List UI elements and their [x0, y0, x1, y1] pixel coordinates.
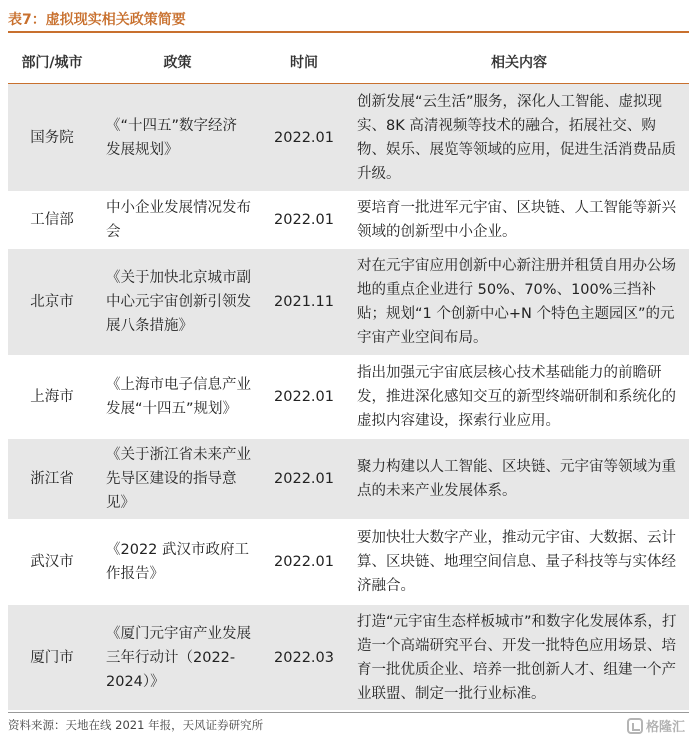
time-cell: 2022.01 [259, 192, 349, 248]
content-cell: 创新发展“云生活”服务，深化人工智能、虚拟现实、8K 高清视频等技术的融合，拓展社交、购物、娱乐、展览等领域的应用，促进生活消费品质升级。 [349, 84, 689, 192]
table-title: 表7：虚拟现实相关政策简要 [8, 12, 186, 28]
title-rule [8, 31, 689, 33]
policy-cell: 中小企业发展情况发布会 [96, 192, 259, 248]
time-cell: 2022.01 [259, 356, 349, 438]
table-row [8, 248, 689, 356]
policy-cell: 《上海市电子信息产业发展“十四五”规划》 [96, 356, 259, 438]
policy-cell: 《“十四五”数字经济发展规划》 [96, 84, 259, 192]
table-row [8, 192, 689, 248]
table-row [8, 84, 689, 192]
gelonghui-logo-icon [627, 718, 643, 734]
time-cell: 2022.01 [259, 520, 349, 604]
dept-cell: 浙江省 [8, 438, 96, 520]
header-content: 相关内容 [491, 55, 547, 71]
table-row [8, 604, 689, 711]
policy-cell: 《厦门元宇宙产业发展三年行动计（2022-2024）》 [96, 604, 259, 711]
table-row [8, 438, 689, 520]
table-header [8, 40, 689, 84]
watermark-text: 格隆汇 [645, 720, 685, 735]
policy-cell: 《关于加快北京城市副中心元宇宙创新引领发展八条措施》 [96, 248, 259, 356]
content-cell: 聚力构建以人工智能、区块链、元宇宙等领域为重点的未来产业发展体系。 [349, 438, 689, 520]
content-cell: 指出加强元宇宙底层核心技术基础能力的前瞻研发，推进深化感知交互的新型终端研制和系统化的虚拟内容建设，探索行业应用。 [349, 356, 689, 438]
time-cell: 2021.11 [259, 248, 349, 356]
dept-cell: 北京市 [8, 248, 96, 356]
content-cell: 打造“元宇宙生态样板城市”和数字化发展体系，打造一个高端研究平台、开发一批特色应用场景、培育一批优质企业、培养一批创新人才、组建一个产业联盟、制定一批行业标准。 [349, 604, 689, 711]
time-cell: 2022.01 [259, 438, 349, 520]
dept-cell: 上海市 [8, 356, 96, 438]
policy-table [8, 84, 689, 712]
header-time: 时间 [290, 55, 318, 71]
time-cell: 2022.01 [259, 84, 349, 192]
dept-cell: 工信部 [8, 192, 96, 248]
dept-cell: 武汉市 [8, 520, 96, 604]
header-policy: 政策 [163, 55, 192, 71]
table-row [8, 520, 689, 604]
policy-cell: 《关于浙江省未来产业先导区建设的指导意见》 [96, 438, 259, 520]
content-cell: 对在元宇宙应用创新中心新注册并租赁自用办公场地的重点企业进行 50%、70%、100%三挡补贴；规划“1 个创新中心+N 个特色主题园区”的元宇宙产业空间布局。 [349, 248, 689, 356]
content-cell: 要培育一批进军元宇宙、区块链、人工智能等新兴领域的创新型中小企业。 [349, 192, 689, 248]
policy-cell: 《2022 武汉市政府工作报告》 [96, 520, 259, 604]
dept-cell: 厦门市 [8, 604, 96, 711]
footer-rule [8, 712, 689, 713]
table-row [8, 356, 689, 438]
time-cell: 2022.03 [259, 604, 349, 711]
header-dept: 部门/城市 [21, 55, 83, 71]
dept-cell: 国务院 [8, 84, 96, 192]
watermark-logo [627, 716, 685, 735]
content-cell: 要加快壮大数字产业，推动元宇宙、大数据、云计算、区块链、地理空间信息、量子科技等与实体经济融合。 [349, 520, 689, 604]
source-note: 资料来源：天地在线 2021 年报，天风证券研究所 [8, 718, 264, 732]
